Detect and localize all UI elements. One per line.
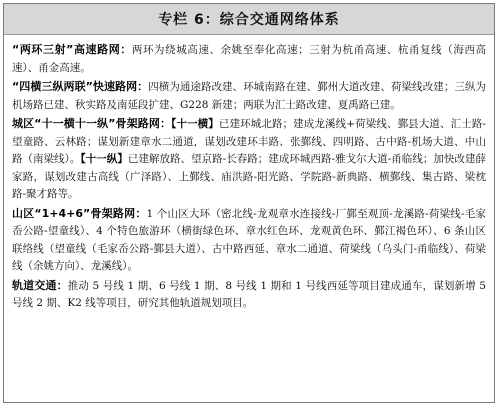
paragraph-text: 两环为绕城高速、余姚至奉化高速；三射为杭甬高速、杭甬复线（海西高速）、甬金高速。	[12, 44, 486, 74]
paragraph-label: “四横三纵两联”快速路网：	[12, 80, 149, 93]
paragraph-label: 轨道交通：	[12, 278, 68, 292]
column-box	[3, 3, 495, 403]
paragraph-label: “两环三射”高速路网：	[12, 43, 132, 56]
paragraph-text: 已建环城北路；建成龙溪线+荷梁线、鄞县大道、汇士路-望童路、云林路；谋划新建章水二通道，谋划改建环丰路、张鄞线、四明路、古中路-机场大道、中山路（南梁线）。	[12, 118, 486, 165]
paragraph-expressway-network	[12, 41, 486, 77]
paragraph-rail-transit	[12, 277, 486, 313]
paragraph-text: 推动 5 号线 1 期、6 号线 1 期、8 号线 1 期和 1 号线西延等项目建成通车，谋划新增 5 号线 2 期、K2 线等项目，研究其他轨道规划项目。	[12, 279, 486, 309]
paragraph-fast-road-network	[12, 78, 486, 114]
section-marker: 【十一横】	[171, 118, 219, 130]
paragraph-urban-skeleton-network	[12, 115, 486, 204]
paragraph-label: 城区“十一横十一纵”骨架路网：	[12, 117, 172, 130]
section-marker: 【十一纵】	[80, 153, 128, 165]
column-title: 专栏 6：综合交通网络体系	[4, 4, 494, 35]
paragraph-text: 已建解放路、望京路-长春路；建成环城西路-雅戈尔大道-甬临线；加快改建薛家路，谋划改建古高线（广泽路）、上鄞线、庙洪路-阳光路、学院路-新典路、横鄞线、集古路、梁枕路-聚才路等。	[12, 153, 487, 200]
column-content	[4, 35, 494, 318]
paragraph-text: 1 个山区大环（密北线-龙观章水连接线-厂鄞至观顶-龙溪路-荷梁线-毛家岙公路-望童线）、4 个特色旅游环（横街绿色环、章水红色环、龙观黄色环、鄞江褐色环）、6 条山区联络线（望童线（毛家岙公路-鄞县大道）、古中路西延、章水二通道、荷梁线（乌头门-甬临线）、荷梁线（余姚方向）、龙溪线）。	[12, 207, 486, 272]
paragraph-label: 山区“1+4+6”骨架路网：	[12, 206, 147, 220]
paragraph-text: 四横为通途路改建、环城南路在建、鄞州大道改建、荷梁线改建；三纵为机场路已建、秋实路及南延段扩建、G228 新建；两联为汇士路改建、夏禹路已建。	[12, 81, 487, 111]
paragraph-mountain-skeleton-network	[12, 205, 486, 276]
